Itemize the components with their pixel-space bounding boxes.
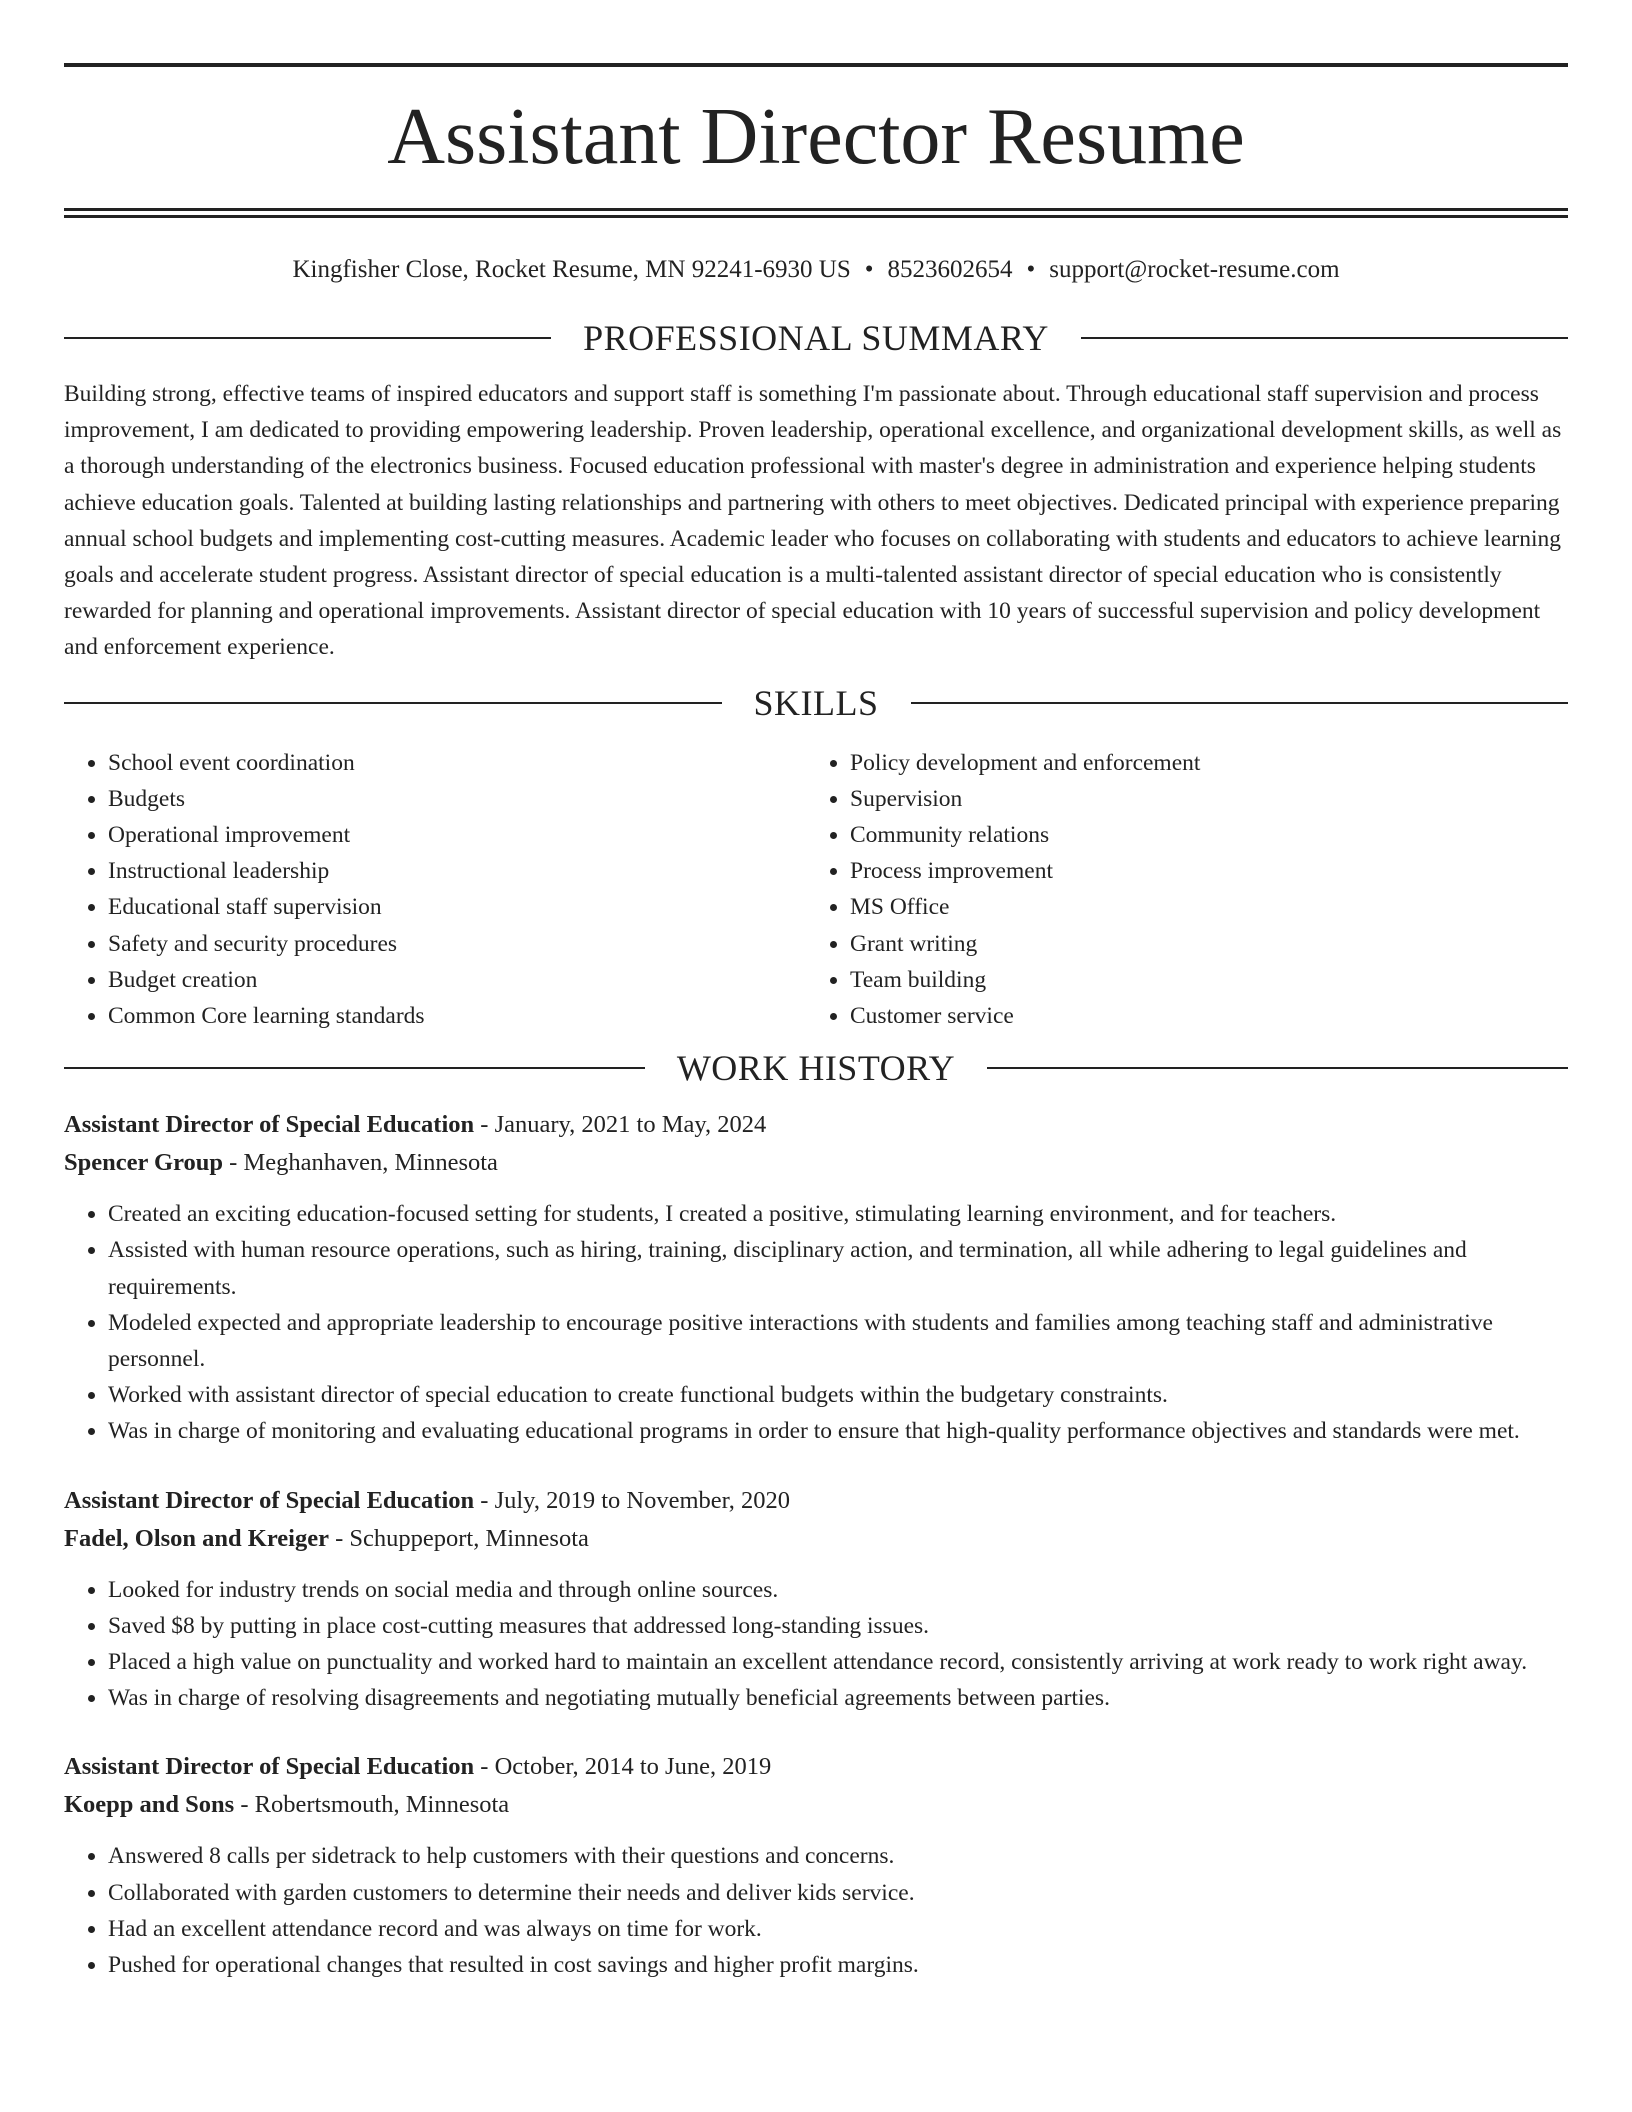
job-bullet: • Was in charge of monitoring and evaluating educational programs in order to ensure that high-quality performance objectives and standards were met.	[108, 1413, 1568, 1449]
contact-phone: 8523602654	[887, 256, 1013, 283]
skills-right-column	[806, 745, 1548, 1035]
double-rule	[64, 208, 1568, 218]
skill-item: • Budget creation	[108, 962, 806, 998]
skill-item: • Customer service	[850, 998, 1548, 1034]
job-dates: - October, 2014 to June, 2019	[474, 1753, 772, 1781]
job-location: - Meghanhaven, Minnesota	[223, 1149, 498, 1177]
job-bullet: • Looked for industry trends on social media and through online sources.	[108, 1572, 1568, 1608]
job-company: Spencer Group	[64, 1149, 224, 1177]
job-bullets	[64, 1572, 1568, 1717]
page-title: Assistant Director Resume	[387, 93, 1245, 181]
job-company: Fadel, Olson and Kreiger	[64, 1524, 329, 1552]
job-company-line	[64, 1144, 1568, 1182]
job-title-line	[64, 1482, 1568, 1520]
heading-rule	[64, 1067, 645, 1069]
contact-line	[64, 253, 1568, 287]
job-company-line	[64, 1786, 1568, 1824]
skills-left-column	[64, 745, 806, 1035]
skill-item: • School event coordination	[108, 745, 806, 781]
skills-heading	[64, 681, 1568, 725]
job-title: Assistant Director of Special Education	[64, 1486, 475, 1514]
heading-rule	[911, 702, 1569, 704]
work-heading-label: WORK HISTORY	[676, 1048, 956, 1089]
skill-item: • Operational improvement	[108, 817, 806, 853]
job-bullet: • Collaborated with garden customers to determine their needs and deliver kids service.	[108, 1875, 1568, 1911]
skill-item: • Common Core learning standards	[108, 998, 806, 1034]
skill-item: • Supervision	[850, 781, 1548, 817]
skill-item: • Community relations	[850, 817, 1548, 853]
heading-rule	[1081, 337, 1568, 339]
job-dates: - January, 2021 to May, 2024	[474, 1111, 767, 1139]
contact-email: support@rocket-resume.com	[1049, 256, 1340, 283]
job-entry	[64, 1106, 1568, 1449]
heading-rule	[64, 702, 722, 704]
skill-item: • Instructional leadership	[108, 853, 806, 889]
job-title: Assistant Director of Special Education	[64, 1111, 475, 1139]
skill-item: • Team building	[850, 962, 1548, 998]
skill-item: • Educational staff supervision	[108, 889, 806, 925]
job-entry	[64, 1482, 1568, 1717]
summary-heading	[64, 316, 1568, 360]
skill-item: • Policy development and enforcement	[850, 745, 1548, 781]
skill-item: • Budgets	[108, 781, 806, 817]
skills-heading-label: SKILLS	[753, 682, 879, 723]
job-bullet: • Had an excellent attendance record and was always on time for work.	[108, 1911, 1568, 1947]
contact-separator: •	[1026, 256, 1036, 283]
skills-list	[64, 745, 1568, 1035]
skill-item: • Safety and security procedures	[108, 926, 806, 962]
job-bullet: • Placed a high value on punctuality and worked hard to maintain an excellent attendance record, consistently arriving at work ready to work right away.	[108, 1644, 1568, 1680]
work-heading	[64, 1046, 1568, 1090]
job-bullets	[64, 1838, 1568, 1983]
top-rule	[64, 63, 1568, 67]
job-location: - Robertsmouth, Minnesota	[234, 1791, 510, 1819]
job-company-line	[64, 1520, 1568, 1558]
job-bullet: • Worked with assistant director of special education to create functional budgets within the budgetary constraints.	[108, 1377, 1568, 1413]
skill-item: • Grant writing	[850, 926, 1548, 962]
job-bullet: • Modeled expected and appropriate leadership to encourage positive interactions with students and families among teaching staff and administrative personnel.	[108, 1305, 1568, 1377]
resume-page	[64, 0, 1568, 1983]
heading-rule	[987, 1067, 1568, 1069]
skill-item: • MS Office	[850, 889, 1548, 925]
job-location: - Schuppeport, Minnesota	[328, 1524, 589, 1552]
job-title: Assistant Director of Special Education	[64, 1753, 475, 1781]
job-bullet: • Pushed for operational changes that resulted in cost savings and higher profit margins.	[108, 1947, 1568, 1983]
job-bullet: • Was in charge of resolving disagreements and negotiating mutually beneficial agreements between parties.	[108, 1680, 1568, 1716]
job-company: Koepp and Sons	[64, 1791, 235, 1819]
summary-text: Building strong, effective teams of inspired educators and support staff is something I'm passionate about. Through educational staff supervision and process improvement, I am dedicated to providing empowering leadership. Proven leadership, operational excellence, and organizational development skills, as well as a thorough understanding of the electronics business. Focused education professional with master's degree in administration and experience helping students achieve education goals. Talented at building lasting relationships and partnering with others to meet objectives. Dedicated principal with experience preparing annual school budgets and implementing cost-cutting measures. Academic leader who focuses on collaborating with students and educators to achieve learning goals and accelerate student progress. Assistant director of special education is a multi-talented assistant director of special education who is consistently rewarded for planning and operational improvements. Assistant director of special education with 10 years of successful supervision and policy development and enforcement experience.	[64, 381, 1562, 661]
job-bullet: • Created an exciting education-focused setting for students, I created a positive, stimulating learning environment, and for teachers.	[108, 1196, 1568, 1232]
contact-address: Kingfisher Close, Rocket Resume, MN 92241-6930 US	[292, 256, 851, 283]
job-bullet: • Assisted with human resource operations, such as hiring, training, disciplinary action, and termination, all while adhering to legal guidelines and requirements.	[108, 1232, 1568, 1304]
job-entry	[64, 1748, 1568, 1983]
job-bullet: • Answered 8 calls per sidetrack to help customers with their questions and concerns.	[108, 1838, 1568, 1874]
job-dates: - July, 2019 to November, 2020	[474, 1486, 791, 1514]
heading-rule	[64, 337, 551, 339]
job-title-line	[64, 1106, 1568, 1144]
job-bullets	[64, 1196, 1568, 1449]
contact-separator: •	[864, 256, 874, 283]
job-title-line	[64, 1748, 1568, 1786]
summary-heading-label: PROFESSIONAL SUMMARY	[583, 318, 1049, 358]
skill-item: • Process improvement	[850, 853, 1548, 889]
job-bullet: • Saved $8 by putting in place cost-cutting measures that addressed long-standing issues.	[108, 1608, 1568, 1644]
